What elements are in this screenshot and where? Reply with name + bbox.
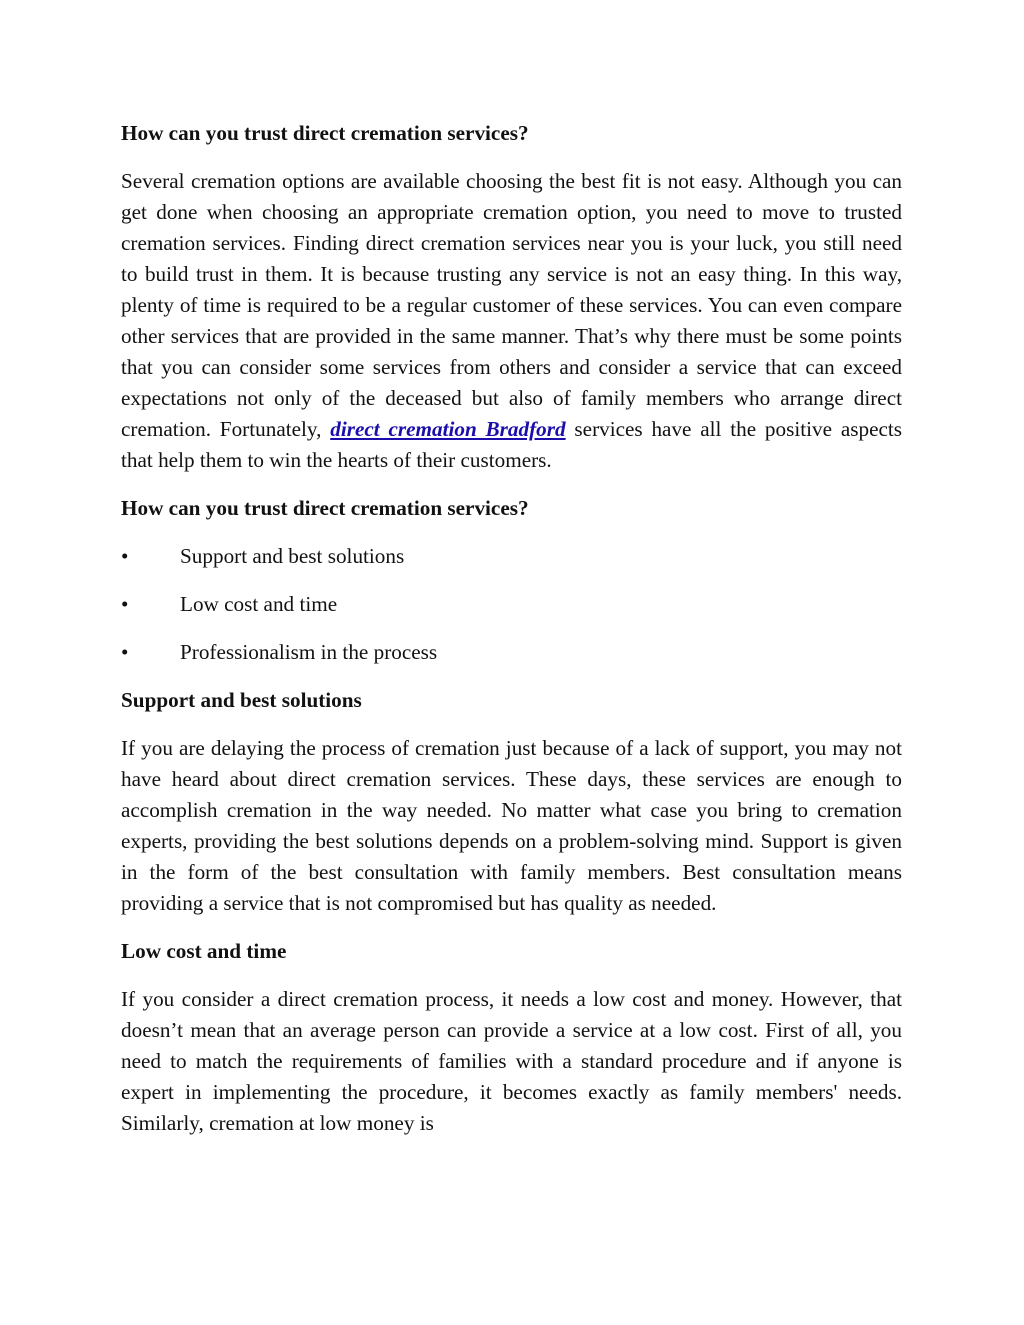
list-item-label: Professionalism in the process	[180, 640, 438, 664]
section-heading-support: Support and best solutions	[121, 688, 362, 712]
bullet-icon: •	[121, 592, 129, 616]
low-cost-paragraph: If you consider a direct cremation process, it needs a low cost and money. However, that doesn’t mean that an average person can provide a service at a low cost. First of all, you need to match the requirements of families with a standard procedure and if anyone is expert in implementing the procedure, it becomes exactly as family members' needs. Similarly, cremation at low money is	[121, 987, 902, 1135]
direct-cremation-bradford-link[interactable]: direct cremation Bradford	[330, 417, 566, 441]
intro-paragraph	[121, 166, 902, 476]
list-item-label: Low cost and time	[180, 592, 338, 616]
section-heading-trust: How can you trust direct cremation services?	[121, 121, 529, 145]
bullet-icon: •	[121, 544, 129, 568]
bullet-icon: •	[121, 640, 129, 664]
support-paragraph: If you are delaying the process of cremation just because of a lack of support, you may not have heard about direct cremation services. These days, these services are enough to accomplish cremation in the way needed. No matter what case you bring to cremation experts, providing the best solutions depends on a problem-solving mind. Support is given in the form of the best consultation with family members. Best consultation means providing a service that is not compromised but has quality as needed.	[121, 736, 902, 915]
intro-text-after: services have all the positive aspects that help them to win the hearts of their customers.	[121, 417, 903, 472]
bullet-list	[121, 541, 902, 668]
document-page	[121, 118, 902, 1156]
section-heading-low-cost: Low cost and time	[121, 939, 287, 963]
intro-text-before: Several cremation options are available choosing the best fit is not easy. Although you can get done when choosing an appropriate cremation option, you need to move to trusted cremation services. Finding direct cremation services near you is your luck, you still need to build trust in them. It is because trusting any service is not an easy thing. In this way, plenty of time is required to be a regular customer of these services. You can even compare other services that are provided in the same manner. That’s why there must be some points that you can consider some services from others and consider a service that can exceed expectations not only of the deceased but also of family members who arrange direct cremation. Fortunately,	[121, 169, 902, 441]
section-heading-trust-repeat: How can you trust direct cremation services?	[121, 496, 529, 520]
list-item	[121, 637, 902, 668]
list-item	[121, 541, 902, 572]
list-item-label: Support and best solutions	[180, 544, 405, 568]
list-item	[121, 589, 902, 620]
